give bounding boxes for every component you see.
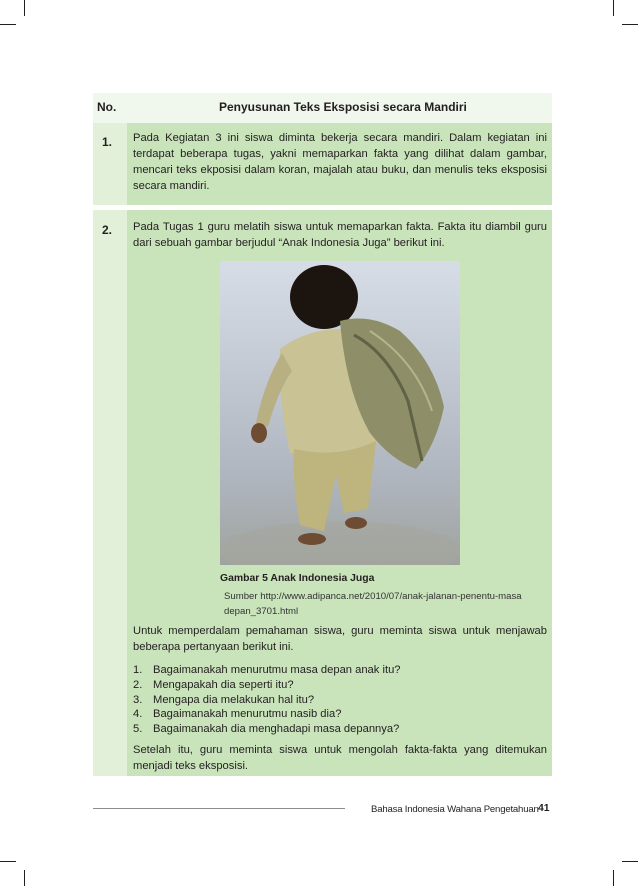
child-walking-photo [220, 261, 460, 565]
list-item [133, 707, 547, 722]
list-item [133, 722, 547, 737]
question-text: Bagaimanakah menurutmu nasib dia? [153, 708, 342, 721]
row-2-text: Pada Tugas 1 guru melatih siswa untuk memaparkan fakta. Fakta itu diambil guru dari sebuah gambar berjudul “Anak Indonesia Juga” berikut ini. [133, 221, 547, 249]
crop-mark [24, 870, 25, 886]
list-item [133, 663, 547, 678]
question-number: 5. [133, 723, 143, 736]
crop-mark [0, 24, 16, 25]
crop-mark [622, 24, 638, 25]
page-number: 41 [538, 803, 550, 814]
row-number: 2. [102, 223, 113, 237]
question-number: 3. [133, 693, 143, 706]
questions-intro: Untuk memperdalam pemahaman siswa, guru meminta siswa untuk menjawab beberapa pertanyaan berikut ini. [133, 625, 547, 653]
closing-text: Setelah itu, guru meminta siswa untuk mengolah fakta-fakta yang ditemukan menjadi teks eksposisi. [133, 744, 547, 772]
crop-mark [613, 870, 614, 886]
list-item [133, 678, 547, 693]
header-title: Penyusunan Teks Eksposisi secara Mandiri [219, 100, 467, 114]
row-number: 1. [102, 135, 113, 149]
exposition-table [93, 93, 552, 776]
question-list [133, 663, 547, 737]
question-number: 4. [133, 708, 143, 721]
number-column [93, 123, 127, 776]
question-text: Bagaimanakah dia menghadapi masa depannya? [153, 723, 400, 736]
row-divider [93, 205, 552, 210]
question-text: Mengapa dia melakukan hal itu? [153, 693, 315, 706]
crop-mark [24, 0, 25, 16]
figure-caption-source: Sumber http://www.adipanca.net/2010/07/anak-jalanan-penentu-masa depan_3701.html [224, 591, 522, 617]
footer-rule [93, 808, 345, 809]
question-number: 2. [133, 678, 143, 691]
header-no: No. [97, 100, 117, 114]
crop-mark [613, 0, 614, 16]
list-item [133, 693, 547, 708]
question-text: Mengapakah dia seperti itu? [153, 678, 294, 691]
row-1-text: Pada Kegiatan 3 ini siswa diminta bekerja secara mandiri. Dalam kegiatan ini terdapat beberapa tugas, yakni memaparkan fakta yang dilihat dalam gambar, mencari teks ekposisi dalam koran, majalah atau buku, dan menulis teks eksposisi secara mandiri. [133, 132, 547, 192]
question-text: Bagaimanakah menurutmu masa depan anak itu? [153, 664, 401, 676]
question-number: 1. [133, 664, 143, 676]
figure-caption-title: Gambar 5 Anak Indonesia Juga [220, 573, 375, 584]
table-header [93, 93, 552, 123]
crop-mark [622, 861, 638, 862]
footer-book-title: Bahasa Indonesia Wahana Pengetahuan [371, 804, 539, 815]
crop-mark [0, 861, 16, 862]
